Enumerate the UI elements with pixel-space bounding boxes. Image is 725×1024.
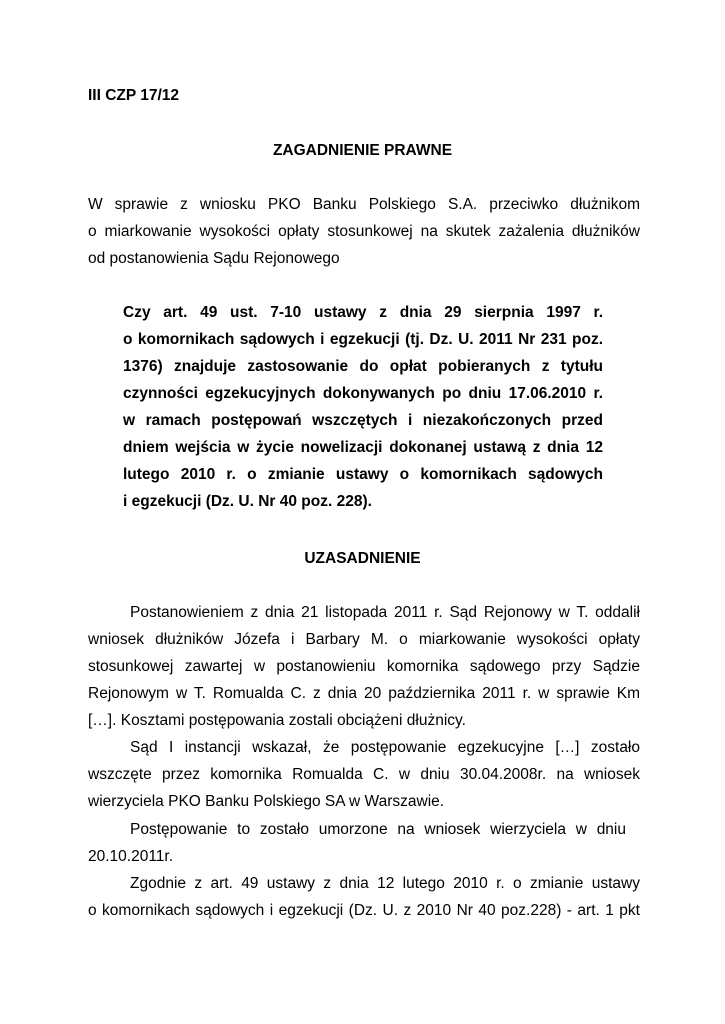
intro-line: od postanowienia Sądu Rejonowego <box>88 250 340 267</box>
reasoning-line: Sąd I instancji wskazał, że postępowanie egzekucyjne […] zostało <box>130 739 640 756</box>
question-line: o komornikach sądowych i egzekucji (tj. Dz. U. 2011 Nr 231 poz. <box>123 331 603 348</box>
intro-line: o miarkowanie wysokości opłaty stosunkowej na skutek zażalenia dłużników <box>88 223 640 240</box>
intro-line: W sprawie z wniosku PKO Banku Polskiego S.A. przeciwko dłużnikom <box>88 196 640 213</box>
question-line: lutego 2010 r. o zmianie ustawy o komornikach sądowych <box>123 466 603 483</box>
reasoning-line: Postępowanie to zostało umorzone na wniosek wierzyciela w dniu <box>130 821 626 838</box>
heading-issue: ZAGADNIENIE PRAWNE <box>272 142 453 159</box>
question-line: czynności egzekucyjnych dokonywanych po dniu 17.06.2010 r. <box>123 385 603 402</box>
question-line: i egzekucji (Dz. U. Nr 40 poz. 228). <box>123 493 372 510</box>
question-line: 1376) znajduje zastosowanie do opłat pobieranych z tytułu <box>123 358 603 375</box>
question-line: dniem wejścia w życie nowelizacji dokonanej ustawą z dnia 12 <box>123 439 603 456</box>
reasoning-line: wniosek dłużników Józefa i Barbary M. o miarkowanie wysokości opłaty <box>88 631 640 648</box>
reasoning-line: wszczęte przez komornika Romualda C. w dniu 30.04.2008r. na wniosek <box>88 766 640 783</box>
reasoning-line: Zgodnie z art. 49 ustawy z dnia 12 lutego 2010 r. o zmianie ustawy <box>130 875 640 892</box>
reasoning-line: […]. Kosztami postępowania zostali obciążeni dłużnicy. <box>88 712 466 729</box>
case-number: III CZP 17/12 <box>88 87 180 104</box>
reasoning-line: 20.10.2011r. <box>88 848 174 865</box>
reasoning-line: stosunkowej zawartej w postanowieniu komornika sądowego przy Sądzie <box>88 658 640 675</box>
reasoning-line: o komornikach sądowych i egzekucji (Dz. U. z 2010 Nr 40 poz.228) - art. 1 pkt <box>88 902 640 919</box>
reasoning-line: wierzyciela PKO Banku Polskiego SA w Warszawie. <box>88 793 445 810</box>
question-line: w ramach postępowań wszczętych i niezakończonych przed <box>123 412 603 429</box>
heading-reasoning: UZASADNIENIE <box>304 550 421 567</box>
reasoning-line: Rejonowym w T. Romualda C. z dnia 20 października 2011 r. w sprawie Km <box>88 685 640 702</box>
question-line: Czy art. 49 ust. 7-10 ustawy z dnia 29 sierpnia 1997 r. <box>123 304 603 321</box>
reasoning-line: Postanowieniem z dnia 21 listopada 2011 r. Sąd Rejonowy w T. oddalił <box>130 604 640 621</box>
